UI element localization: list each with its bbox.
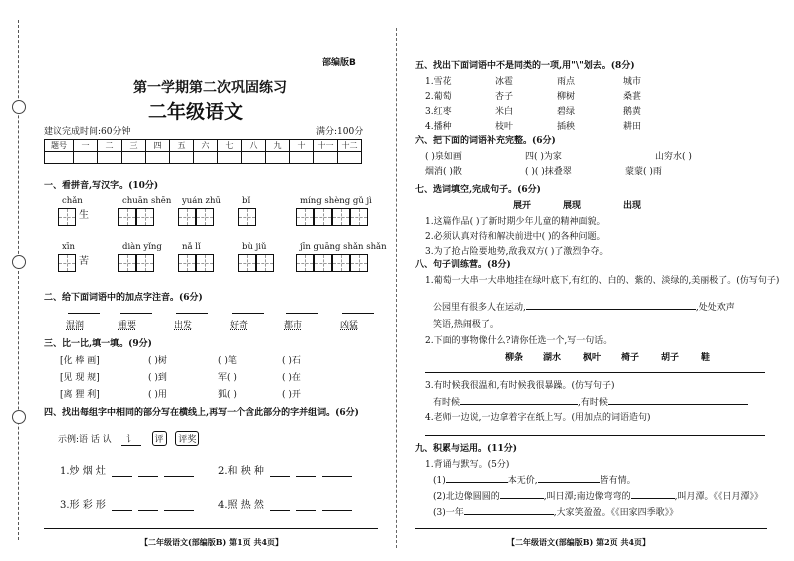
pinyin-label: xīn xyxy=(62,242,75,252)
part-blank[interactable] xyxy=(112,498,132,511)
char-cell[interactable] xyxy=(58,208,76,226)
q9-sub1: 1.背诵与默写。(5分) xyxy=(425,460,510,470)
char-cell[interactable] xyxy=(58,254,76,272)
q6-item[interactable]: 蒙蒙( )雨 xyxy=(625,167,662,177)
part-blank[interactable] xyxy=(270,464,290,477)
q9-title: 九、积累与运用。(11分) xyxy=(415,444,518,454)
char-cell[interactable] xyxy=(314,254,332,272)
q8-s4: 4.老师一边说,一边拿着字在纸上写。(用加点的词语造句) xyxy=(425,413,651,423)
pinyin-label: chuān shēn xyxy=(122,196,172,206)
char-cell[interactable] xyxy=(136,254,154,272)
q9-line1 xyxy=(433,473,636,486)
score-entry-cell[interactable] xyxy=(242,152,266,164)
q3-cell[interactable]: 狐( ) xyxy=(218,390,237,400)
right-footer: 【二年级语文(部编版B) 第2页 共4页】 xyxy=(507,537,651,547)
q9-l1-a: (1) xyxy=(433,476,446,486)
q9-l2-a: (2)北边像圆圆的 xyxy=(433,492,500,502)
score-table xyxy=(44,139,362,164)
q7-sentence: 2.必须认真对待和解决前进中( )的各种问题。 xyxy=(425,232,606,242)
q9-l3-b: ,大家笑盈盈。《《田家四季歌》》 xyxy=(553,508,679,518)
word-blank[interactable] xyxy=(164,498,194,511)
q9-l3-a: (3)一年 xyxy=(433,508,464,518)
q5-word[interactable]: 冰雹 xyxy=(495,77,514,87)
pinyin-blank[interactable] xyxy=(232,305,264,314)
q7-choice: 展开 xyxy=(513,201,532,211)
answer-blank[interactable] xyxy=(446,482,508,483)
q8-title: 八、句子训练营。(8分) xyxy=(415,260,511,270)
q8-s3b-b: ,有时候 xyxy=(578,398,608,408)
left-footer: 【二年级语文(部编版B) 第1页 共4页】 xyxy=(140,537,284,547)
q8-s1: 1.葡萄一大串一大串地挂在绿叶底下,有红的、白的、紫的、淡绿的,美丽极了。(仿写句子) xyxy=(425,276,780,286)
q5-word[interactable]: 杏子 xyxy=(495,92,514,102)
q4-item xyxy=(60,462,194,477)
q3-cell[interactable]: ( )开 xyxy=(282,390,301,400)
q5-word[interactable]: 插秧 xyxy=(557,122,576,132)
answer-blank[interactable] xyxy=(464,514,554,515)
char-cell[interactable] xyxy=(332,254,350,272)
score-header-cell: 十二 xyxy=(338,140,362,152)
q5-word[interactable]: 鹅黄 xyxy=(623,107,642,117)
footer-rule xyxy=(415,528,767,529)
edition-label: 部编版B xyxy=(322,58,356,68)
q8-item: 鞋 xyxy=(701,353,711,363)
q5-word[interactable]: 4.播种 xyxy=(425,122,452,132)
word-blank[interactable] xyxy=(164,464,194,477)
char-blank[interactable] xyxy=(296,498,316,511)
q1-title: 一、看拼音,写汉字。(10分) xyxy=(44,181,159,191)
q9-line2 xyxy=(433,489,763,502)
score-entry-cell[interactable] xyxy=(74,152,98,164)
part-blank[interactable] xyxy=(270,498,290,511)
q8-s3: 3.有时候我很温和,有时候我很暴躁。(仿写句子) xyxy=(425,381,615,391)
q8-item: 枫叶 xyxy=(583,353,602,363)
char-grid xyxy=(118,254,154,272)
grid-suffix: 苦 xyxy=(79,256,89,267)
q3-cell[interactable]: ( )笔 xyxy=(218,356,237,366)
answer-blank[interactable] xyxy=(460,404,578,405)
q4-title: 四、找出每组字中相同的部分写在横线上,再写一个含此部分的字并组词。(6分) xyxy=(44,408,359,418)
score-entry-cell[interactable] xyxy=(146,152,170,164)
score-entry-cell[interactable] xyxy=(266,152,290,164)
q2-word: 重要 xyxy=(118,321,137,331)
score-header-cell: 二 xyxy=(98,140,122,152)
q2-word: 湿润 xyxy=(66,321,85,331)
score-header-cell: 四 xyxy=(146,140,170,152)
q3-cell[interactable]: 军( ) xyxy=(218,373,237,383)
score-entry-cell[interactable] xyxy=(338,152,362,164)
right-page xyxy=(397,0,794,561)
time-label: 建议完成时间:60分钟 xyxy=(44,127,131,137)
score-header-cell: 五 xyxy=(170,140,194,152)
char-cell[interactable] xyxy=(136,208,154,226)
char-grid xyxy=(296,208,368,226)
example-word: 评奖 xyxy=(175,431,199,446)
score-entry-cell[interactable] xyxy=(218,152,242,164)
score-header-cell: 九 xyxy=(266,140,290,152)
char-grid xyxy=(296,254,368,272)
footer-rule xyxy=(44,528,378,529)
q8-s1b-b: ,处处欢声 xyxy=(695,303,735,313)
q2-word: 出发 xyxy=(174,321,193,331)
q6-item[interactable]: 烟消( )散 xyxy=(425,167,462,177)
char-cell[interactable] xyxy=(238,208,256,226)
char-blank[interactable] xyxy=(138,464,158,477)
q9-l2-b: ,叫日潭;南边像弯弯的 xyxy=(543,492,631,502)
char-grid xyxy=(58,254,89,272)
q3-cell: [见 现 规] xyxy=(60,373,100,383)
q2-word: 好奇 xyxy=(230,321,249,331)
score-entry-cell[interactable] xyxy=(314,152,338,164)
q5-word[interactable]: 桑葚 xyxy=(623,92,642,102)
char-grid xyxy=(118,208,154,226)
score-header-cell: 三 xyxy=(122,140,146,152)
answer-blank[interactable] xyxy=(526,309,696,310)
q3-cell[interactable]: ( )在 xyxy=(282,373,301,383)
pinyin-label: bù jiǔ xyxy=(242,242,267,252)
q8-s3b xyxy=(433,395,748,408)
example-char: 评 xyxy=(152,431,167,446)
q5-word[interactable]: 碧绿 xyxy=(557,107,576,117)
q7-sentence: 1.这篇作品( )了新时期少年儿童的精神面貌。 xyxy=(425,217,606,227)
char-cell[interactable] xyxy=(118,254,136,272)
answer-blank[interactable] xyxy=(631,498,675,499)
q6-item[interactable]: ( )泉如画 xyxy=(425,152,462,162)
q3-cell[interactable]: ( )石 xyxy=(282,356,301,366)
q6-title: 六、把下面的词语补充完整。(6分) xyxy=(415,136,556,146)
pinyin-blank[interactable] xyxy=(286,305,318,314)
q7-choice: 出现 xyxy=(623,201,642,211)
q3-cell[interactable]: ( )用 xyxy=(148,390,167,400)
word-blank[interactable] xyxy=(322,464,352,477)
q8-item: 湖水 xyxy=(543,353,562,363)
q9-line3 xyxy=(433,505,678,518)
example-part: 讠 xyxy=(121,432,141,446)
binding-hole xyxy=(12,410,26,424)
q4-chars: 4.照 热 然 xyxy=(218,500,264,511)
char-cell[interactable] xyxy=(332,208,350,226)
q8-s1b-a: 公园里有很多人在运动, xyxy=(433,303,526,313)
q4-item xyxy=(60,496,194,511)
char-grid xyxy=(178,254,214,272)
score-header-cell: 六 xyxy=(194,140,218,152)
char-cell[interactable] xyxy=(178,254,196,272)
char-cell[interactable] xyxy=(296,208,314,226)
pinyin-label: chǎn xyxy=(62,196,83,206)
binding-hole xyxy=(12,100,26,114)
q5-word[interactable]: 1.雪花 xyxy=(425,77,452,87)
q5-word[interactable]: 2.葡萄 xyxy=(425,92,452,102)
char-cell[interactable] xyxy=(238,254,256,272)
score-entry-cell[interactable] xyxy=(122,152,146,164)
pinyin-blank[interactable] xyxy=(120,305,152,314)
q2-title: 二、给下面词语中的加点字注音。(6分) xyxy=(44,293,203,303)
pinyin-label: míng shèng gǔ jì xyxy=(300,196,372,206)
q8-item: 柳条 xyxy=(505,353,524,363)
pinyin-label: bǐ xyxy=(242,196,251,206)
char-cell[interactable] xyxy=(196,254,214,272)
q5-word[interactable]: 3.红枣 xyxy=(425,107,452,117)
pinyin-label: nǎ lǐ xyxy=(182,242,201,252)
score-header-cell: 题号 xyxy=(45,140,74,152)
score-entry-cell[interactable] xyxy=(290,152,314,164)
q9-l2-c: ,叫月潭。《《日月潭》》 xyxy=(674,492,764,502)
q4-chars: 1.炒 烟 灶 xyxy=(60,466,106,477)
pinyin-label: jīn guāng shǎn shǎn xyxy=(300,242,387,252)
q8-s1b-c: 笑语,热闹极了。 xyxy=(433,320,499,330)
q6-item[interactable]: 山穷水( ) xyxy=(655,152,692,162)
answer-blank[interactable] xyxy=(608,404,748,405)
q7-sentence: 3.为了抢占险要地势,敌我双方( )了激烈争夺。 xyxy=(425,247,609,257)
pinyin-label: yuán zhū xyxy=(182,196,221,206)
q3-cell[interactable]: ( )到 xyxy=(148,373,167,383)
grid-suffix: 生 xyxy=(79,210,89,221)
char-grid xyxy=(238,254,274,272)
answer-blank[interactable] xyxy=(500,498,544,499)
q3-cell: [离 狸 利] xyxy=(60,390,100,400)
q4-chars: 2.和 秧 种 xyxy=(218,466,264,477)
char-grid xyxy=(58,208,89,226)
q4-example xyxy=(58,431,199,446)
q8-s2: 2.下面的事物像什么?请你任选一个,写一句话。 xyxy=(425,336,613,346)
word-blank[interactable] xyxy=(322,498,352,511)
q3-title: 三、比一比,填一填。(9分) xyxy=(44,339,152,349)
q7-title: 七、选词填空,完成句子。(6分) xyxy=(415,185,541,195)
binding-hole xyxy=(12,255,26,269)
q4-item xyxy=(218,496,352,511)
q5-word[interactable]: 米白 xyxy=(495,107,514,117)
q6-item[interactable]: 四( )为家 xyxy=(525,152,562,162)
char-cell[interactable] xyxy=(196,208,214,226)
score-header-cell: 八 xyxy=(242,140,266,152)
char-blank[interactable] xyxy=(296,464,316,477)
char-grid xyxy=(178,208,214,226)
part-blank[interactable] xyxy=(112,464,132,477)
example-label: 示例:语 话 认 xyxy=(58,435,112,445)
score-entry-cell[interactable] xyxy=(194,152,218,164)
q5-word[interactable]: 柳树 xyxy=(557,92,576,102)
char-cell[interactable] xyxy=(256,254,274,272)
char-cell[interactable] xyxy=(178,208,196,226)
pinyin-blank[interactable] xyxy=(68,305,100,314)
q7-choice: 展现 xyxy=(563,201,582,211)
q5-word[interactable]: 雨点 xyxy=(557,77,576,87)
score-header-cell: 十一 xyxy=(314,140,338,152)
q8-item: 胡子 xyxy=(661,353,680,363)
char-cell[interactable] xyxy=(350,208,368,226)
q4-item xyxy=(218,462,352,477)
q6-item[interactable]: ( )( )抹叠翠 xyxy=(525,167,572,177)
char-cell[interactable] xyxy=(296,254,314,272)
answer-line[interactable] xyxy=(425,372,765,373)
q8-item: 椅子 xyxy=(621,353,640,363)
answer-line[interactable] xyxy=(425,435,765,436)
char-grid xyxy=(238,208,256,226)
q8-s3b-a: 有时候 xyxy=(433,398,461,408)
answer-blank[interactable] xyxy=(538,482,600,483)
score-entry-cell[interactable] xyxy=(98,152,122,164)
char-cell[interactable] xyxy=(314,208,332,226)
pinyin-blank[interactable] xyxy=(342,305,374,314)
exam-title: 第一学期第二次巩固练习 xyxy=(133,80,287,96)
score-entry-cell[interactable] xyxy=(45,152,74,164)
q9-l1-c: 皆有情。 xyxy=(599,476,636,486)
q5-word[interactable]: 城市 xyxy=(623,77,642,87)
q3-cell: [化 棒 画] xyxy=(60,356,100,366)
score-header-cell: 七 xyxy=(218,140,242,152)
q5-title: 五、找出下面词语中不是同类的一项,用"\"划去。(8分) xyxy=(415,61,635,71)
q3-cell[interactable]: ( )树 xyxy=(148,356,167,366)
binding-line xyxy=(18,20,29,540)
score-entry-cell[interactable] xyxy=(170,152,194,164)
subject-title: 二年级语文 xyxy=(148,101,244,123)
char-cell[interactable] xyxy=(350,254,368,272)
pinyin-blank[interactable] xyxy=(176,305,208,314)
char-cell[interactable] xyxy=(118,208,136,226)
char-blank[interactable] xyxy=(138,498,158,511)
score-header-cell: 十 xyxy=(290,140,314,152)
q9-l1-b: 本无价, xyxy=(507,476,538,486)
q2-word: 凶猛 xyxy=(340,321,359,331)
q8-s1b xyxy=(433,300,735,313)
q4-chars: 3.形 彩 形 xyxy=(60,500,106,511)
pinyin-label: diàn yǐng xyxy=(122,242,162,252)
score-header-cell: 一 xyxy=(74,140,98,152)
q5-word[interactable]: 枝叶 xyxy=(495,122,514,132)
score-label: 满分:100分 xyxy=(316,127,364,137)
q2-word: 都市 xyxy=(284,321,303,331)
q5-word[interactable]: 耕田 xyxy=(623,122,642,132)
